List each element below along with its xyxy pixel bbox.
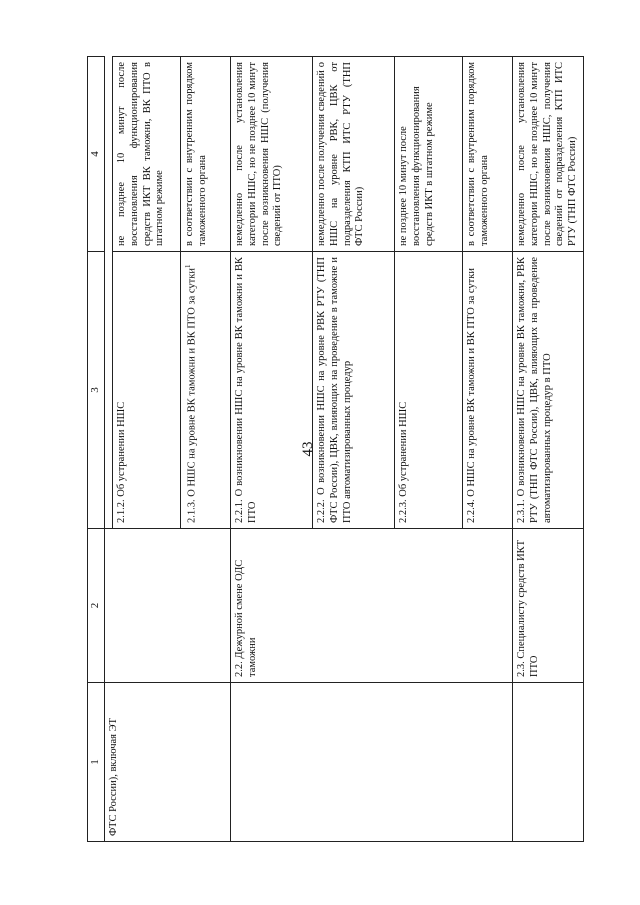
timing-cell: не позднее 10 минут после восстановления функционирования средств ИКТ ВК таможни, ВК ПТО в штатном режиме [113, 57, 181, 252]
timing-cell: не позднее 10 минут после восстановления функционирования средств ИКТ в штатном режиме [395, 57, 463, 252]
event-cell: 2.2.4. О НШС на уровне ВК таможни и ВК ПТО за сутки [463, 252, 513, 529]
event-cell: 2.1.2. Об устранении НШС [113, 252, 181, 529]
column-header-3: 3 [88, 252, 105, 529]
page-number: 43 [300, 441, 316, 457]
role-cell: 2.2. Дежурной смене ОДС таможни [231, 529, 513, 683]
table-row [513, 57, 584, 842]
event-cell: 2.3.1. О возникновении НШС на уровне ВК таможни, РВК РТУ (ТНП ФТС России), ЦВК, влияющих на проведение автоматизированных процедур в ПТО [513, 252, 584, 529]
schedule-table [87, 56, 584, 842]
timing-cell: немедленно после получения сведений о НШС на уровне РВК, ЦВК от подразделения КТП ИТС РТУ (ТНП ФТС России) [313, 57, 395, 252]
event-cell: 2.2.2. О возникновении НШС на уровне РВК РТУ (ТНП ФТС России), ЦВК, влияющих на проведение в таможне и ПТО автоматизированных процедур [313, 252, 395, 529]
event-cell: 2.2.3. Об устранении НШС [395, 252, 463, 529]
column1-cell [231, 683, 513, 842]
column-header-2: 2 [88, 529, 105, 683]
timing-cell: в соответствии с внутренним порядком таможенного органа [463, 57, 513, 252]
event-cell: 2.2.1. О возникновении НШС на уровне ВК таможни и ВК ПТО [231, 252, 313, 529]
timing-cell: немедленно после установления категории НШС, но не позднее 10 минут после возникновения НШС, получения сведений от подразделения КТП ИТС РТУ (ТНП ФТС России) [513, 57, 584, 252]
timing-cell: немедленно после установления категории НШС, но не позднее 10 минут после возникновения НШС (получения сведений от ПТО) [231, 57, 313, 252]
timing-cell: в соответствии с внутренним порядком таможенного органа [181, 57, 231, 252]
role-cell: 2.3. Специалисту средств ИКТ ПТО [513, 529, 584, 683]
table-row [105, 57, 113, 842]
column1-cell: ФТС России), включая ЭТ [105, 683, 231, 842]
table-row [231, 57, 313, 842]
column1-cell [513, 683, 584, 842]
rotated-page-content [87, 57, 579, 842]
column-header-4: 4 [88, 57, 105, 252]
header-row [88, 57, 105, 842]
event-cell: 2.1.3. О НШС на уровне ВК таможни и ВК ПТО за сутки$^1$ [181, 252, 231, 529]
footnote-mark: 1 [184, 264, 192, 268]
column-header-1: 1 [88, 683, 105, 842]
role-cell [105, 529, 231, 683]
